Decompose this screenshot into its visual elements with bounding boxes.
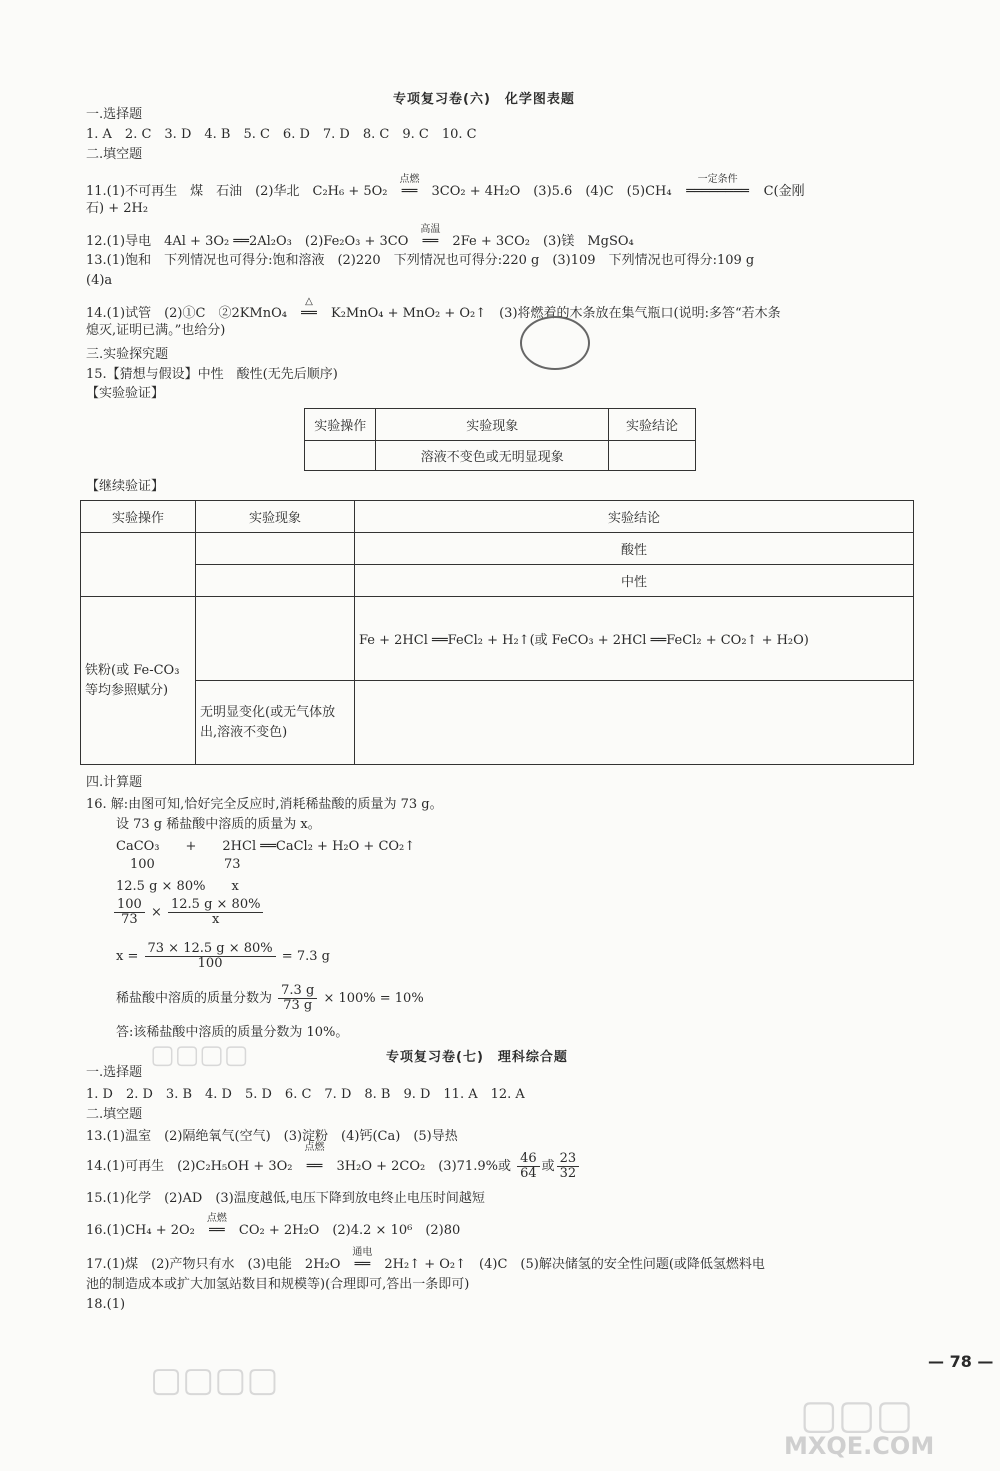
t1-cell-con: [608, 441, 695, 471]
section7-title: 专项复习卷(七) 理科综合题: [386, 1050, 568, 1065]
t2-con-equation: Fe + 2HCl ══FeCl₂ + H₂↑(或 FeCO₃ + 2HCl ══FeCl₂ + CO₂↑ + H₂O): [355, 597, 914, 681]
q16-equation: CaCO₃ + 2HCl ══CaCl₂ + H₂O + CO₂↑: [116, 839, 416, 854]
q11-line2: 石) + 2H₂: [86, 201, 149, 216]
q16-proportion: $\frac{100}{73}$ × $\frac{12.5 g \times 80\%}{x}$: [112, 898, 265, 927]
section6-choice-heading: 一.选择题: [86, 107, 143, 122]
continue-heading: 【继续验证】: [86, 479, 165, 494]
s7-q17-line2: 池的制造成本或扩大加氢站数目和规模等)(合理即可,答出一条即可): [86, 1277, 470, 1292]
q11-line1: 11.(1)不可再生 煤 石油 (2)华北 C₂H₆ + 5O₂ 点燃 ══ 3CO₂ + 4H₂O (3)5.6 (4)C (5)CH₄ 一定条件 ════════ C(金刚: [86, 174, 805, 199]
t1-header-con: 实验结论: [608, 409, 695, 441]
q16-mass-fraction: 稀盐酸中溶质的质量分数为 $\frac{7.3 g}{73 g}$ × 100% = 10%: [116, 983, 424, 1013]
verify-table: [304, 408, 696, 471]
section6-choice-answers: 1. A 2. C 3. D 4. B 5. C 6. D 7. D 8. C 9. C 10. C: [86, 127, 477, 142]
t1-header-ph: 实验现象: [376, 409, 609, 441]
continue-table: [80, 500, 914, 765]
verify-heading: 【实验验证】: [86, 386, 165, 401]
t2-header-con: 实验结论: [355, 501, 914, 533]
t1-header-op: 实验操作: [305, 409, 376, 441]
s7-q16: 16.(1)CH₄ + 2O₂ 点燃 ══ CO₂ + 2H₂O (2)4.2 × 10⁶ (2)80: [86, 1213, 461, 1238]
t2-ph-1: [196, 533, 355, 565]
watermark-logo-left: ▢▢▢▢: [150, 1360, 279, 1400]
section6-experiment-heading: 三.实验探究题: [86, 347, 169, 362]
section7-fill-heading: 二.填空题: [86, 1107, 143, 1122]
s7-q15: 15.(1)化学 (2)AD (3)温度越低,电压下降到放电终止电压时间越短: [86, 1191, 485, 1206]
section7-choice-heading: 一.选择题: [86, 1065, 143, 1080]
approval-stamp: [520, 316, 590, 370]
q16-answer: 答:该稀盐酸中溶质的质量分数为 10%。: [116, 1025, 349, 1040]
t2-op-empty: [81, 533, 196, 597]
watermark-logo-right: ▢▢▢: [800, 1392, 914, 1438]
watermark-logo-mid: ▢▢▢▢: [150, 1040, 249, 1070]
q13-line1: 13.(1)饱和 下列情况也可得分:饱和溶液 (2)220 下列情况也可得分:220 g (3)109 下列情况也可得分:109 g: [86, 253, 755, 268]
t2-header-op: 实验操作: [81, 501, 196, 533]
t2-ph-2: [196, 565, 355, 597]
page-number: — 78 —: [928, 1352, 994, 1371]
t2-con-neutral: 中性: [355, 565, 914, 597]
q16-mass-line: 12.5 g × 80% x: [116, 879, 239, 894]
t1-cell-ph: 溶液不变色或无明显现象: [376, 441, 609, 471]
section6-calc-heading: 四.计算题: [86, 775, 143, 790]
watermark-site: MXQE.COM: [784, 1432, 935, 1460]
q13-line2: (4)a: [86, 273, 113, 288]
t2-op-iron: 铁粉(或 Fe-CO₃ 等均参照赋分): [81, 597, 196, 765]
s7-q18: 18.(1): [86, 1297, 126, 1312]
t2-con-acid: 酸性: [355, 533, 914, 565]
s7-q14: 14.(1)可再生 (2)C₂H₅OH + 3O₂ 点燃 ══ 3H₂O + 2CO₂ (3)71.9%或 $\frac{46}{64}$ 或 $\frac{23}{32}$: [86, 1152, 581, 1182]
t2-ph-3: [196, 597, 355, 681]
q12: 12.(1)导电 4Al + 3O₂ ══2Al₂O₃ (2)Fe₂O₃ + 3CO 高温 ══ 2Fe + 3CO₂ (3)镁 MgSO₄: [86, 224, 634, 249]
q14-line2: 熄灭,证明已满。”也给分): [86, 323, 226, 338]
q15: 15.【猜想与假设】中性 酸性(无先后顺序): [86, 367, 338, 382]
q14-line1: 14.(1)试管 (2)①C ②2KMnO₄ △ ══ K₂MnO₄ + MnO₂ + O₂↑ (3)将燃着的木条放在集气瓶口(说明:多答“若木条: [86, 296, 781, 321]
s7-q17-line1: 17.(1)煤 (2)产物只有水 (3)电能 2H₂O 通电 ══ 2H₂↑ + O₂↑ (4)C (5)解决储氢的安全性问题(或降低氢燃料电: [86, 1247, 765, 1272]
q16-x-calc: x = $\frac{73 \times 12.5 g \times 80\%}{100}$ = 7.3 g: [116, 941, 330, 971]
q16-line1: 16. 解:由图可知,恰好完全反应时,消耗稀盐酸的质量为 73 g。: [86, 797, 443, 812]
t2-ph-none: 无明显变化(或无气体放出,溶液不变色): [196, 681, 355, 765]
t2-con-empty: [355, 681, 914, 765]
q16-line2: 设 73 g 稀盐酸中溶质的质量为 x。: [116, 817, 321, 832]
section6-title: 专项复习卷(六) 化学图表题: [393, 92, 575, 107]
t1-cell-op: [305, 441, 376, 471]
t2-header-ph: 实验现象: [196, 501, 355, 533]
s7-q13: 13.(1)温室 (2)隔绝氧气(空气) (3)淀粉 (4)钙(Ca) (5)导热: [86, 1129, 458, 1144]
section7-choice-answers: 1. D 2. D 3. B 4. D 5. D 6. C 7. D 8. B 9. D 11. A 12. A: [86, 1087, 525, 1102]
q16-ratio-numbers: 100 73: [130, 857, 241, 872]
section6-fill-heading: 二.填空题: [86, 147, 143, 162]
